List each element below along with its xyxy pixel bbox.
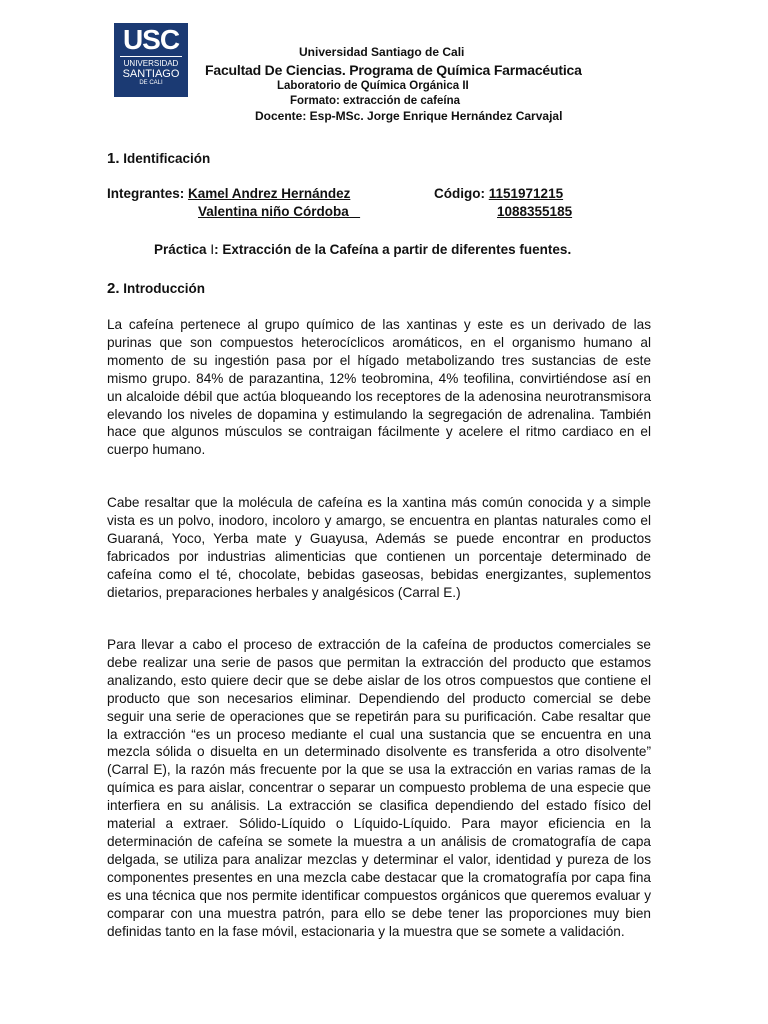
section-title: Introducción: [123, 281, 206, 296]
members-label: Integrantes:: [107, 186, 185, 201]
section-introduction-heading: [107, 280, 205, 297]
member-name-2: Valentina niño Córdoba _: [198, 204, 361, 219]
members-row-1: [107, 186, 350, 201]
section-number: 2.: [107, 280, 120, 297]
intro-paragraph-3: Para llevar a cabo el proceso de extracción de la cafeína de productos comerciales se debe realizar una serie de pasos que permitan la extracción del producto que estamos analizando, esto quiere decir que se debe aislar de los otros compuestos que contiene el producto que son necesarios eliminar. Dependiendo del producto comercial se debe seguir una serie de operaciones que se repetirán para su purificación. Cabe resaltar que la extracción “es un proceso mediante el cual una sustancia que se encuentra en una mezcla sólida o disuelta en un determinado disolvente es transferida a otro disolvente” (Carral E), la razón más frecuente por la que se usa la extracción en varias ramas de la química es para aislar, concentrar o separar un compuesto problema de una especie que interfiera en su análisis. La extracción se clasifica dependiendo del estado físico del material a extraer. Sólido-Líquido o Líquido-Líquido. Para mayor eficiencia en la determinación de cafeína se somete la muestra a un análisis de cromatografía de capa delgada, se utiliza para analizar mezclas y determinar el valor, identidad y pureza de los componentes presentes en una mezcla cabe destacar que la cromatografía por capa fina es una técnica que nos permite identificar compuestos orgánicos que queremos evaluar y comparar con una muestra patrón, para ello se debe tener las proporciones muy bien definidas tanto en la fase móvil, estacionaria y la muestra que se somete a validación.: [107, 637, 651, 939]
section-number: 1.: [107, 150, 120, 167]
code-value-1: 1151971215: [488, 186, 564, 201]
practice-title: Práctica I: Extracción de la Cafeína a partir de diferentes fuentes.: [154, 242, 572, 257]
logo-acronym: USC: [122, 24, 180, 55]
code-label: Código:: [434, 186, 485, 201]
intro-paragraph-1: La cafeína pertenece al grupo químico de las xantinas y este es un derivado de las purinas que son compuestos heterocíclicos aromáticos, en el organismo humano al momento de su ingestión pasa por el hígado metabolizando tres sustancias de este mismo grupo. 84% de parazantina, 12% teobromina, 4% teofilina, convirtiéndose así en un alcaloide débil que actúa bloqueando los receptores de la adenosina neurotransmisora elevando los niveles de dopamina y estimulando la segregación de adrenalina. También hace que algunos músculos se contraigan fácilmente y acelere el ritmo cardiaco en el cuerpo humano.: [107, 317, 651, 458]
logo-line-2: SANTIAGO: [122, 68, 180, 80]
logo-divider: [120, 56, 182, 57]
header-teacher: Docente: Esp-MSc. Jorge Enrique Hernández Carvajal: [255, 109, 563, 123]
logo-line-3: DE CALI: [139, 80, 163, 86]
header-faculty: Facultad De Ciencias. Programa de Química Farmacéutica: [205, 62, 582, 78]
header-university: Universidad Santiago de Cali: [299, 45, 465, 59]
member-name-1: Kamel Andrez Hernández: [188, 186, 351, 201]
university-logo: [114, 23, 188, 97]
logo-line-1: UNIVERSIDAD: [123, 59, 179, 68]
header-format: Formato: extracción de cafeína: [290, 95, 460, 107]
practice-numeral: I: [210, 242, 215, 257]
section-identification-heading: [107, 150, 210, 167]
intro-paragraph-2: Cabe resaltar que la molécula de cafeína es la xantina más común conocida y a simple vista es un polvo, inodoro, incoloro y amargo, se encuentra en plantas naturales como el Guaraná, Yoco, Yerba mate y Guayusa, Además se puede encontrar en productos fabricados por industrias alimenticias que contienen un porcentaje determinado de cafeína como el té, chocolate, bebidas gaseosas, bebidas energizantes, suplementos dietarios, preparaciones herbales y analgésicos (Carral E.): [107, 495, 651, 600]
code-row-1: [434, 186, 563, 201]
practice-label: Práctica: [154, 242, 207, 257]
header-lab: Laboratorio de Química Orgánica II: [277, 80, 469, 92]
section-title: Identificación: [123, 151, 211, 166]
code-value-2: 1088355185: [497, 204, 573, 219]
practice-name: Extracción de la Cafeína a partir de diferentes fuentes.: [222, 242, 572, 257]
